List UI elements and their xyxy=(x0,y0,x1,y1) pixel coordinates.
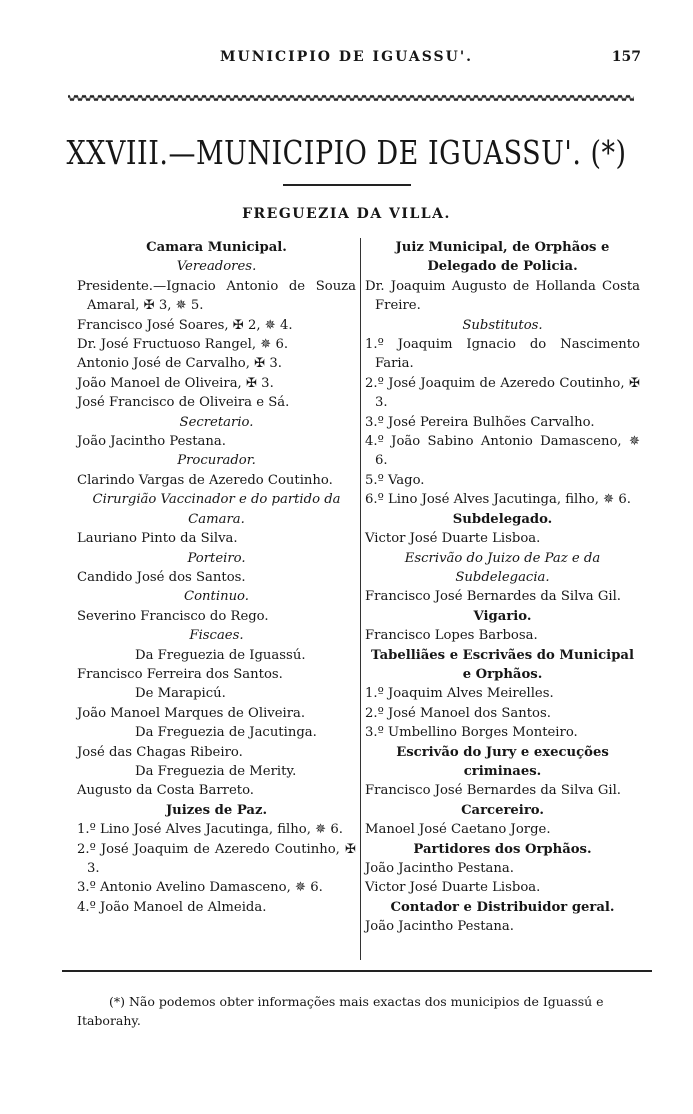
parish-title: FREGUEZIA DA VILLA. xyxy=(242,206,451,222)
left-column-entry: João Manoel Marques de Oliveira. xyxy=(77,705,306,721)
title-underline-rule xyxy=(283,184,411,186)
left-column-entry: Lauriano Pinto da Silva. xyxy=(77,531,238,547)
left-column-entry: 1.º Lino José Alves Jacutinga, filho, ✵ 6. xyxy=(77,822,343,838)
right-column-entry: Francisco José Bernardes da Silva Gil. xyxy=(365,589,621,605)
left-column-entry: Dr. José Fructuoso Rangel, ✵ 6. xyxy=(77,337,289,353)
right-column-heading: Escrivão do Jury e execuções criminaes. xyxy=(396,744,609,779)
right-column-entry: 2.º José Manoel dos Santos. xyxy=(365,705,551,721)
right-column-entry: 4.º João Sabino Antonio Damasceno, ✵ 6. xyxy=(365,434,640,469)
running-header: MUNICIPIO DE IGUASSU'. xyxy=(219,49,473,65)
left-column-subheading: Procurador. xyxy=(177,453,256,469)
left-column-indent: De Marapicú. xyxy=(135,686,226,702)
left-column-entry: Severino Francisco do Rego. xyxy=(77,608,269,624)
right-column-entry: João Jacintho Pestana. xyxy=(365,861,514,876)
left-column-indent: Da Freguezia de Merity. xyxy=(135,763,297,779)
right-column-entry: Dr. Joaquim Augusto de Hollanda Costa Freire. xyxy=(365,278,640,314)
left-column-subheading: Vereadores. xyxy=(176,259,257,275)
right-column-heading: Vigario. xyxy=(473,608,532,624)
left-column-indent: Da Freguezia de Jacutinga. xyxy=(135,725,317,741)
right-column-heading: Carcereiro. xyxy=(461,802,544,818)
right-column-subheading: Escrivão do Juizo de Paz e da Subdelegacia. xyxy=(404,550,601,585)
right-column-entry: Victor José Duarte Lisboa. xyxy=(365,880,541,896)
left-column-subheading: Fiscaes. xyxy=(189,628,244,644)
left-column-subheading: Porteiro. xyxy=(187,550,246,566)
chapter-title: XXVIII.—MUNICIPIO DE IGUASSU'. (*) xyxy=(66,135,627,173)
right-column-heading: Contador e Distribuidor geral. xyxy=(390,899,615,915)
page-number: 157 xyxy=(611,49,641,65)
ornamental-wavy-rule xyxy=(68,92,634,104)
left-column-entry: Augusto da Costa Barreto. xyxy=(77,783,254,799)
right-column xyxy=(365,238,640,937)
right-column-entry: 6.º Lino José Alves Jacutinga, filho, ✵ 6. xyxy=(365,492,631,508)
left-column-entry: 2.º José Joaquim de Azeredo Coutinho, ✠ 3. xyxy=(77,841,356,876)
left-column-entry: Candido José dos Santos. xyxy=(77,569,246,585)
left-column xyxy=(77,238,356,917)
right-column-entry: João Jacintho Pestana. xyxy=(365,919,514,935)
right-column-entry: 5.º Vago. xyxy=(365,472,425,488)
left-column-entry: 4.º João Manoel de Almeida. xyxy=(77,899,267,915)
left-column-heading: Camara Municipal. xyxy=(146,240,287,255)
right-column-entry: 2.º José Joaquim de Azeredo Coutinho, ✠ 3. xyxy=(365,375,640,411)
right-column-entry: Manoel José Caetano Jorge. xyxy=(365,822,551,838)
left-column-entry: José das Chagas Ribeiro. xyxy=(77,744,243,760)
left-column-entry: Antonio José de Carvalho, ✠ 3. xyxy=(77,356,282,372)
right-column-entry: 3.º José Pereira Bulhões Carvalho. xyxy=(365,414,595,430)
right-column-entry: Francisco José Bernardes da Silva Gil. xyxy=(365,783,621,799)
left-column-entry: José Francisco de Oliveira e Sá. xyxy=(77,395,290,411)
right-column-entry: Francisco Lopes Barbosa. xyxy=(365,628,538,644)
right-column-heading: Juiz Municipal, de Orphãos e Delegado de Policia. xyxy=(395,240,610,275)
column-divider xyxy=(360,238,361,960)
right-column-subheading: Substitutos. xyxy=(462,317,543,333)
right-column-heading: Tabelliães e Escrivães do Municipal e Orphãos. xyxy=(371,647,634,682)
right-column-entry: Victor José Duarte Lisboa. xyxy=(365,531,541,547)
left-column-entry: Clarindo Vargas de Azeredo Coutinho. xyxy=(77,472,333,488)
left-column-entry: Francisco Ferreira dos Santos. xyxy=(77,666,283,682)
footnote: (*) Não podemos obter informações mais exactas dos municipios de Iguassú e Itaborahy. xyxy=(77,994,604,1028)
right-column-heading: Subdelegado. xyxy=(452,511,553,527)
right-column-entry: 1.º Joaquim Alves Meirelles. xyxy=(365,686,554,702)
left-column-subheading: Cirurgião Vaccinador e do partido da Camara. xyxy=(92,492,341,527)
right-column-entry: 3.º Umbellino Borges Monteiro. xyxy=(365,725,578,741)
left-column-entry: João Manoel de Oliveira, ✠ 3. xyxy=(77,375,274,391)
left-column-entry: 3.º Antonio Avelino Damasceno, ✵ 6. xyxy=(77,880,323,896)
footnote-rule xyxy=(62,970,652,972)
left-column-entry: João Jacintho Pestana. xyxy=(77,434,226,450)
left-column-entry: Francisco José Soares, ✠ 2, ✵ 4. xyxy=(77,317,293,333)
left-column-indent: Da Freguezia de Iguassú. xyxy=(135,647,306,663)
left-column-entry: Presidente.—Ignacio Antonio de Souza Amaral, ✠ 3, ✵ 5. xyxy=(77,278,356,314)
left-column-subheading: Secretario. xyxy=(179,414,254,430)
left-column-subheading: Continuo. xyxy=(184,589,249,605)
right-column-entry: 1.º Joaquim Ignacio do Nascimento Faria. xyxy=(365,337,640,372)
right-column-heading: Partidores dos Orphãos. xyxy=(413,841,592,857)
left-column-heading: Juizes de Paz. xyxy=(165,802,268,818)
